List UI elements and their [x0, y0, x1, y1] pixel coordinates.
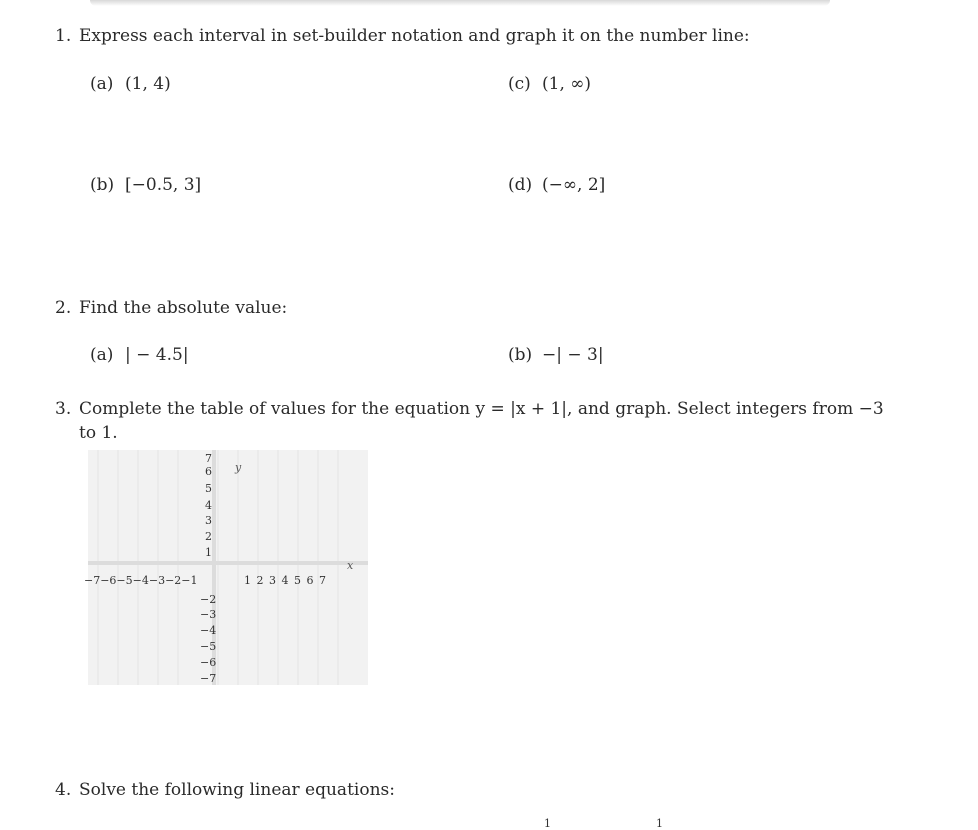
y-tick: −5	[200, 640, 217, 653]
q2-a-expr: | − 4.5|	[125, 345, 189, 365]
x-neg-ticks: −7−6−5−4−3−2−1	[84, 574, 198, 587]
page-top-shadow	[90, 0, 830, 6]
q2-b-expr: −| − 3|	[542, 345, 604, 365]
q1-c-label: (c)	[508, 74, 531, 94]
q1-b-label: (b)	[90, 175, 115, 195]
q1-prompt: Express each interval in set-builder notation and graph it on the number line:	[79, 26, 750, 46]
y-tick: 2	[205, 530, 212, 543]
y-tick: −6	[200, 656, 217, 669]
q4-prompt: Solve the following linear equations:	[79, 780, 395, 800]
y-tick: 7	[205, 452, 212, 465]
q2-a-label: (a)	[90, 345, 114, 365]
q1-number: 1.	[55, 26, 72, 46]
y-tick: 5	[205, 482, 212, 495]
q2-number: 2.	[55, 298, 72, 318]
x-axis-label: x	[347, 559, 354, 572]
y-tick: −2	[200, 593, 217, 606]
q2-b-label: (b)	[508, 345, 533, 365]
y-tick: 4	[205, 499, 212, 512]
grid-lines	[88, 450, 368, 685]
y-tick: −7	[200, 672, 217, 685]
q4-fraction-fragment: 1	[656, 817, 663, 830]
q1-a-label: (a)	[90, 74, 114, 94]
q3-prompt-line1: Complete the table of values for the equation y = |x + 1|, and graph. Select integers from −3	[79, 399, 884, 419]
q1-a-expr: (1, 4)	[125, 74, 171, 94]
y-tick: 3	[205, 514, 212, 527]
q4-number: 4.	[55, 780, 72, 800]
q2-prompt: Find the absolute value:	[79, 298, 288, 318]
y-tick: −4	[200, 624, 217, 637]
q1-d-expr: (−∞, 2]	[542, 175, 606, 195]
y-axis-label: y	[235, 461, 242, 474]
q1-d-label: (d)	[508, 175, 533, 195]
y-tick: 1	[205, 546, 212, 559]
y-tick: 6	[205, 465, 212, 478]
q3-number: 3.	[55, 399, 72, 419]
q4-fraction-fragment: 1	[544, 817, 551, 830]
coordinate-grid	[88, 450, 368, 685]
q1-b-expr: [−0.5, 3]	[125, 175, 202, 195]
q3-prompt-line2: to 1.	[79, 423, 118, 443]
q1-c-expr: (1, ∞)	[542, 74, 592, 94]
y-tick: −3	[200, 608, 217, 621]
x-pos-ticks: 1 2 3 4 5 6 7	[244, 574, 326, 587]
